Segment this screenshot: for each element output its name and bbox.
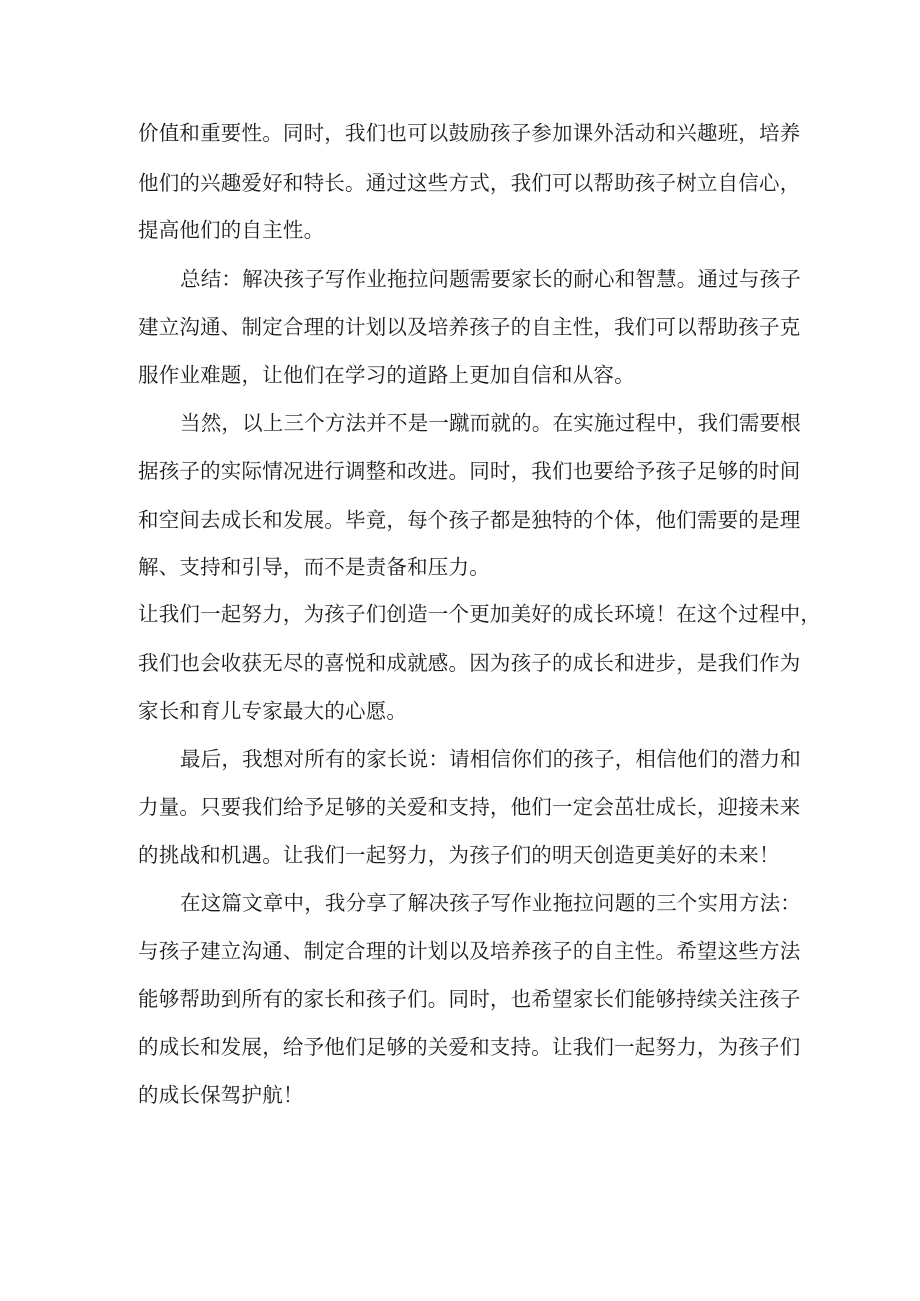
paragraph-1-line-2: 他们的兴趣爱好和特长。通过这些方式，我们可以帮助孩子树立自信心， (138, 171, 801, 195)
paragraph-2-line-1: 总结：解决孩子写作业拖拉问题需要家长的耐心和智慧。通过与孩子 (180, 267, 801, 291)
paragraph-5-line-3: 的挑战和机遇。让我们一起努力，为孩子们的明天创造更美好的未来！ (138, 843, 780, 867)
paragraph-3-line-3: 和空间去成长和发展。毕竟，每个孩子都是独特的个体，他们需要的是理 (138, 508, 801, 532)
paragraph-6-line-3: 能够帮助到所有的家长和孩子们。同时，也希望家长们能够持续关注孩子 (138, 987, 801, 1011)
paragraph-1-line-3: 提高他们的自主性。 (138, 218, 325, 242)
paragraph-5-line-2: 力量。只要我们给予足够的关爱和支持，他们一定会茁壮成长，迎接未来 (138, 795, 801, 819)
paragraph-2-line-3: 服作业难题，让他们在学习的道路上更加自信和从容。 (138, 363, 635, 387)
paragraph-4-line-1: 让我们一起努力，为孩子们创造一个更加美好的成长环境！在这个过程中， (138, 602, 822, 626)
paragraph-2-line-2: 建立沟通、制定合理的计划以及培养孩子的自主性，我们可以帮助孩子克 (138, 315, 801, 339)
paragraph-5-line-1: 最后，我想对所有的家长说：请相信你们的孩子，相信他们的潜力和 (180, 747, 801, 771)
paragraph-6-line-1: 在这篇文章中，我分享了解决孩子写作业拖拉问题的三个实用方法： (180, 891, 801, 915)
paragraph-6-line-2: 与孩子建立沟通、制定合理的计划以及培养孩子的自主性。希望这些方法 (138, 939, 801, 963)
paragraph-3-line-4: 解、支持和引导，而不是责备和压力。 (138, 555, 490, 579)
paragraph-4-line-2: 我们也会收获无尽的喜悦和成就感。因为孩子的成长和进步，是我们作为 (138, 651, 801, 675)
paragraph-6-line-4: 的成长和发展，给予他们足够的关爱和支持。让我们一起努力，为孩子们 (138, 1035, 801, 1059)
paragraph-3-line-2: 据孩子的实际情况进行调整和改进。同时，我们也要给予孩子足够的时间 (138, 459, 801, 483)
paragraph-6-line-5: 的成长保驾护航！ (138, 1083, 304, 1107)
paragraph-1-line-1: 价值和重要性。同时，我们也可以鼓励孩子参加课外活动和兴趣班，培养 (138, 121, 801, 145)
paragraph-4-line-3: 家长和育儿专家最大的心愿。 (138, 699, 408, 723)
paragraph-3-line-1: 当然，以上三个方法并不是一蹴而就的。在实施过程中，我们需要根 (180, 411, 801, 435)
